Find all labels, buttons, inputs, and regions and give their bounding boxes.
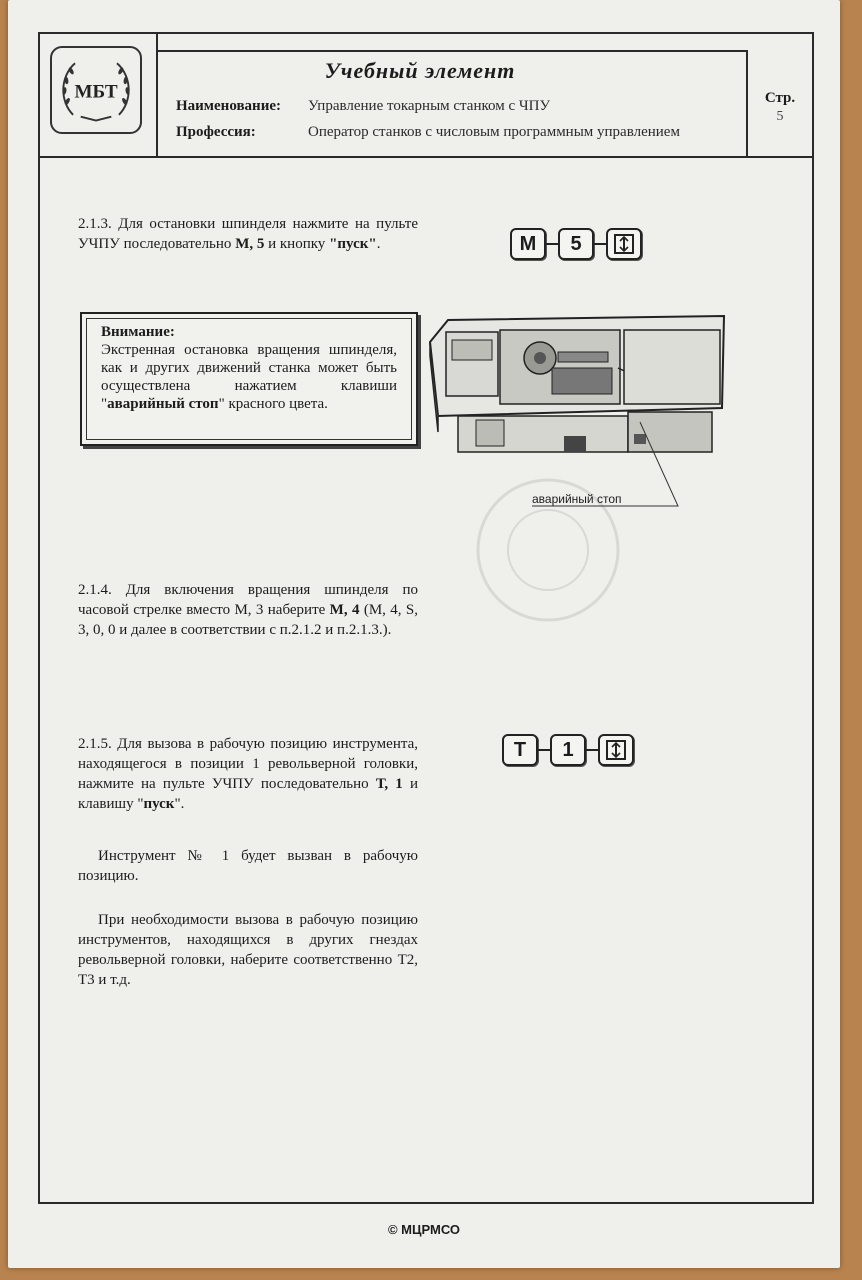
section-2-1-3-text: 2.1.3. Для остановки шпинделя нажмите на пульте УЧПУ последовательно <box>78 216 418 252</box>
logo <box>50 46 142 134</box>
logo-lettering: МБТ <box>74 81 118 103</box>
key-1: 1 <box>550 734 586 766</box>
warning-title: Внимание: <box>101 324 175 340</box>
other-tools-note: При необходимости вызова в рабочую позицию инструментов, находящихся в других гнездах револьверной головки, наберите соответственно Т2, Т3 и т.д. <box>78 912 418 988</box>
section-2-1-5 <box>78 734 418 814</box>
section-2-1-5-suffix: ". <box>174 796 185 812</box>
profession-value: Оператор станков с числовым программным управлением <box>308 124 680 140</box>
wreath-logo-icon <box>52 48 140 132</box>
estop-callout-label: аварийный стоп <box>532 492 622 506</box>
warning-key-name: аварийный стоп <box>107 396 219 412</box>
key-m: М <box>510 228 546 260</box>
section-2-1-5-text: 2.1.5. Для вызова в рабочую позицию инструмента, находящегося в позиции 1 револьверной головки, нажмите на пульте УЧПУ последовательно <box>78 736 418 792</box>
copyright-footer: © МЦРМСО <box>387 1222 461 1237</box>
section-2-1-5-middle: и клавишу " <box>78 776 418 812</box>
section-2-1-3-suffix: . <box>376 236 381 252</box>
key-t: Т <box>502 734 538 766</box>
section-2-1-3-middle: и кнопку <box>264 236 330 252</box>
profession-row <box>176 124 680 141</box>
profession-label: Профессия: <box>176 124 256 140</box>
section-2-1-3-button-name: "пуск" <box>329 236 377 252</box>
warning-body-end: " красного цвета. <box>218 396 328 412</box>
warning-body: Экстренная остановка вращения шпинделя, как и других движений станка может быть осуществлена нажатием клавиши " <box>101 342 397 412</box>
key-connector <box>538 749 550 751</box>
document-page <box>8 0 840 1268</box>
section-2-1-4 <box>78 580 418 640</box>
key-connector <box>546 243 558 245</box>
name-row <box>176 98 550 115</box>
name-value: Управление токарным станком с ЧПУ <box>308 98 551 114</box>
key-connector <box>594 243 606 245</box>
section-2-1-4-keys: М, 4 <box>329 602 360 618</box>
section-2-1-5-button-name: пуск <box>143 796 175 812</box>
section-2-1-4-suffix: (М, 4, S, 3, 0, 0 и далее в соответствии с п.2.1.2 и п.2.1.3.). <box>78 602 418 638</box>
page-number: 5 <box>776 109 784 124</box>
key-sequence-t1 <box>502 734 634 766</box>
title-rule <box>158 50 746 52</box>
warning-box <box>80 312 418 446</box>
start-key-icon <box>598 734 634 766</box>
document-title: Учебный элемент <box>324 58 516 83</box>
page-number-cell <box>746 50 812 156</box>
section-2-1-3 <box>78 214 418 254</box>
section-2-1-5-keys: Т, 1 <box>375 776 403 792</box>
tool-note: Инструмент № 1 будет вызван в рабочую позицию. <box>78 848 418 884</box>
key-sequence-m5 <box>510 228 642 260</box>
page-label: Стр. <box>764 90 796 106</box>
key-connector <box>586 749 598 751</box>
start-key-icon <box>606 228 642 260</box>
logo-cell <box>40 34 158 156</box>
section-2-1-3-keys: М, 5 <box>235 236 265 252</box>
section-2-1-4-text: 2.1.4. Для включения вращения шпинделя по часовой стрелке вместо М, 3 наберите <box>78 582 418 618</box>
warning-inner <box>86 318 412 440</box>
name-label: Наименование: <box>176 98 281 114</box>
key-5: 5 <box>558 228 594 260</box>
document-header <box>40 34 812 158</box>
